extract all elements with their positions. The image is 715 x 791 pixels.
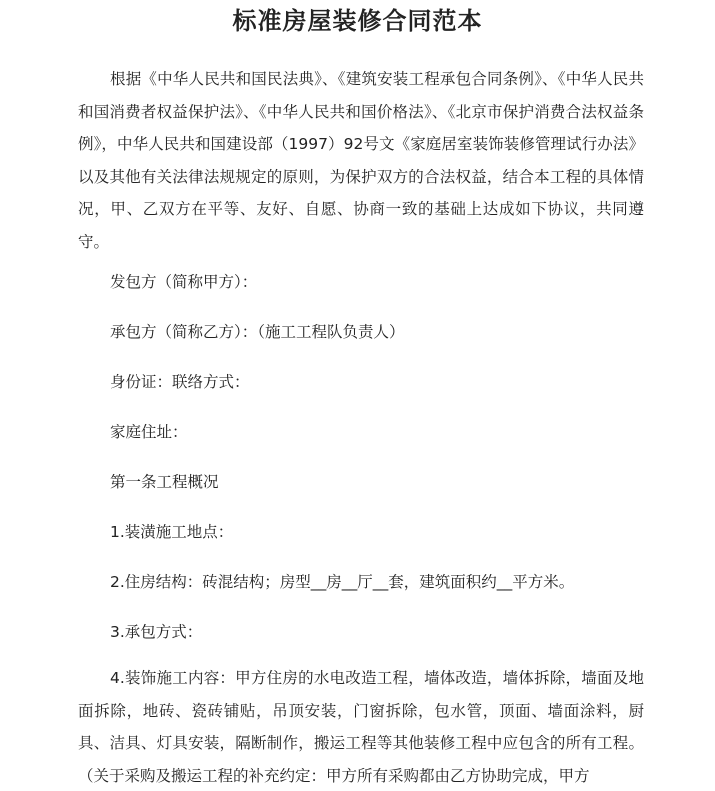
item-1-construction-site: 1.装潢施工地点： (110, 523, 234, 541)
article-1-heading: 第一条工程概况 (110, 473, 219, 491)
item-3-contract-method: 3.承包方式： (110, 623, 203, 641)
document-title: 标准房屋装修合同范本 (232, 6, 483, 35)
item-2-housing-structure: 2.住房结构：砖混结构；房型__房__厅__套，建筑面积约__平方米。 (110, 573, 575, 591)
party-b-line: 承包方（简称乙方）：（施工工程队负责人） (110, 323, 405, 341)
home-address-line: 家庭住址： (110, 423, 188, 441)
id-contact-line: 身份证：联络方式： (110, 373, 250, 391)
intro-paragraph: 根据《中华人民共和国民法典》、《建筑安装工程承包合同条例》、《中华人民共和国消费者权益保护法》、《中华人民共和国价格法》、《北京市保护消费合法权益条例》，中华人民共和国建设部（1997）92号文《家庭居室装饰装修管理试行办法》以及其他有关法律法规规定的原则，为保护双方的合法权益，结合本工程的具体情况，甲、乙双方在平等、友好、自愿、协商一致的基础上达成如下协议，共同遵守。 (78, 70, 644, 251)
party-a-line: 发包方（简称甲方）： (110, 273, 258, 291)
item-4-construction-content: 4.装饰施工内容：甲方住房的水电改造工程，墙体改造，墙体拆除，墙面及地面拆除，地砖、瓷砖铺贴，吊顶安装，门窗拆除，包水管，顶面、墙面涂料，厨具、洁具、灯具安装，隔断制作，搬运工程等其他装修工程中应包含的所有工程。（关于采购及搬运工程的补充约定：甲方所有采购都由乙方协助完成，甲方 (78, 669, 644, 785)
